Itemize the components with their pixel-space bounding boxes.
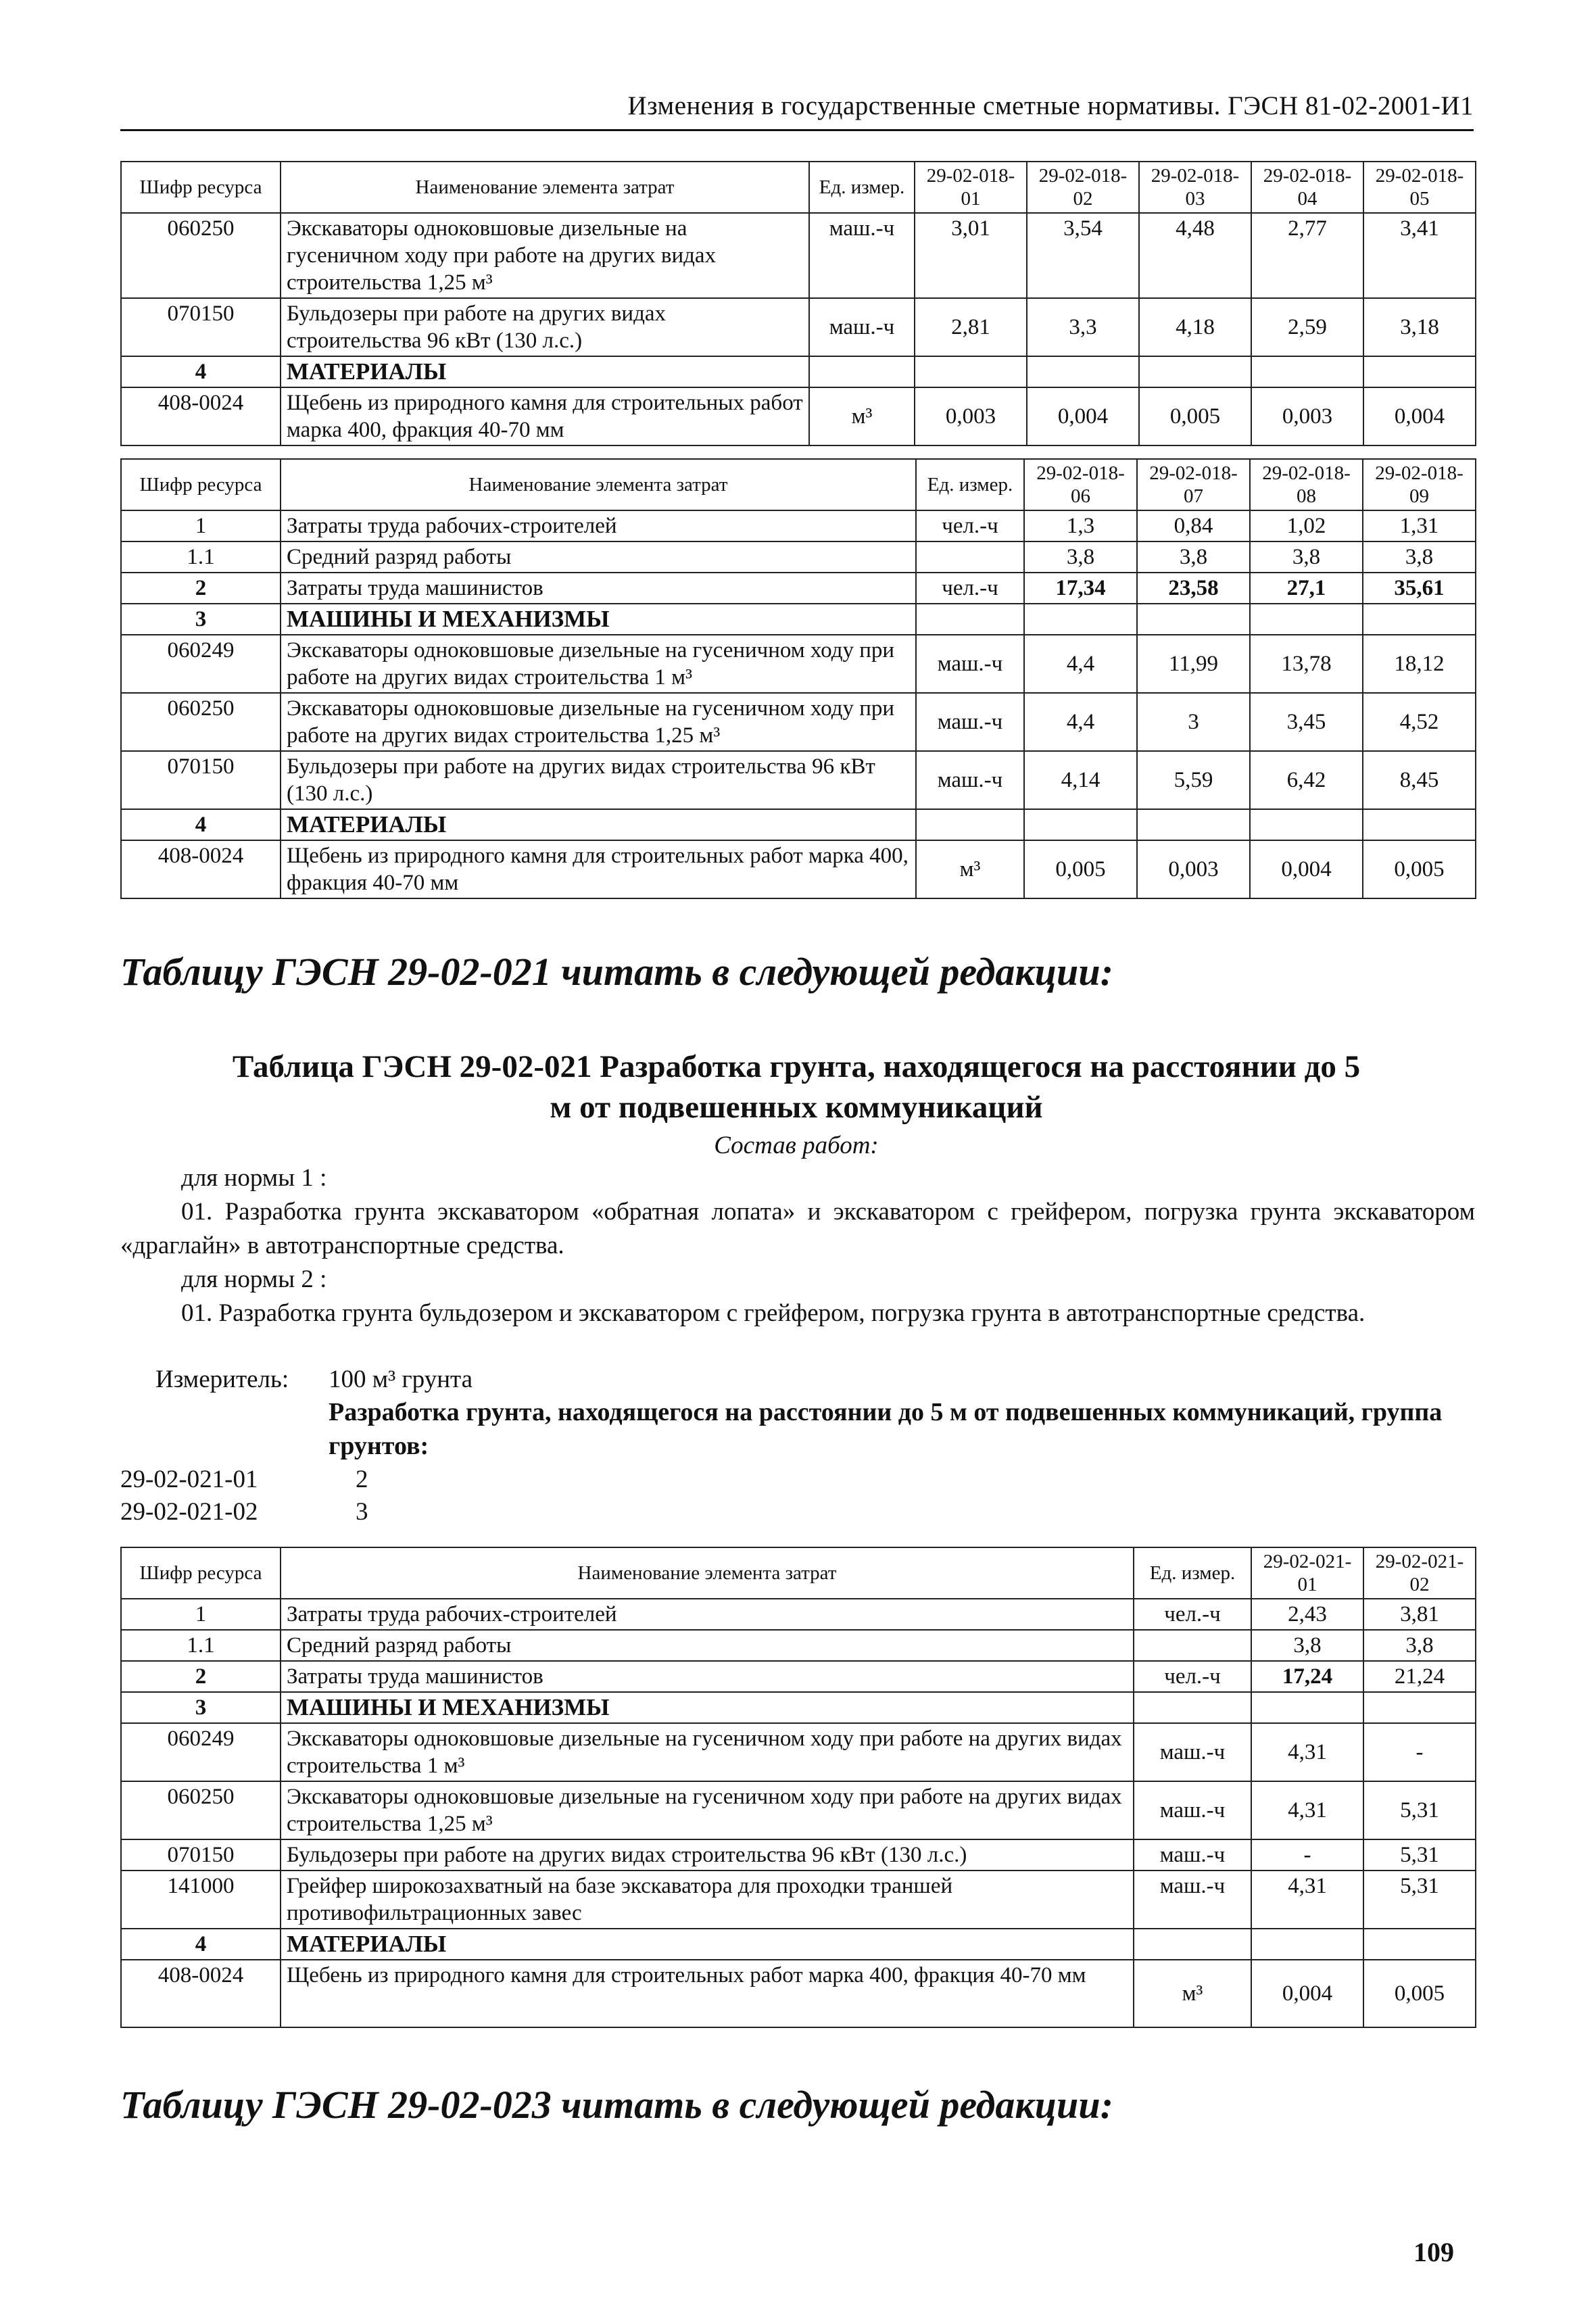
table-cell: МАШИНЫ И МЕХАНИЗМЫ	[281, 1692, 1134, 1723]
table-cell	[1250, 604, 1363, 635]
col-unit-header: Ед. измер.	[809, 162, 915, 213]
table-cell: 408-0024	[121, 387, 281, 445]
table-cell: Грейфер широкозахватный на базе экскаватора для проходки траншей противофильтрационных завес	[281, 1871, 1134, 1929]
table-cell: 1,31	[1363, 510, 1476, 541]
table-cell	[1024, 809, 1137, 840]
norm-header: 29-02-018-08	[1250, 459, 1363, 510]
table-cell: 3,18	[1363, 298, 1476, 356]
norm2-label: для нормы 2 :	[181, 1265, 327, 1293]
table-cell: 5,31	[1363, 1781, 1476, 1839]
table-cell: 0,003	[1137, 840, 1250, 898]
group-row-code: 29-02-021-01	[120, 1466, 258, 1493]
page-number: 109	[1413, 2237, 1454, 2267]
table-cell: Средний разряд работы	[281, 541, 916, 573]
table-cell: 4,31	[1251, 1723, 1363, 1781]
table-cell: 0,005	[1363, 1960, 1476, 2027]
norm-header: 29-02-018-06	[1024, 459, 1137, 510]
resource-table-021	[120, 1547, 1476, 2028]
table-cell: маш.-ч	[1134, 1781, 1251, 1839]
table-cell: Средний разряд работы	[281, 1630, 1134, 1661]
table-cell: 21,24	[1363, 1661, 1476, 1692]
table-cell: МАТЕРИАЛЫ	[281, 356, 809, 387]
table-cell: 4,48	[1139, 213, 1251, 298]
table-cell: 1,02	[1250, 510, 1363, 541]
table-cell: 408-0024	[121, 1960, 281, 2027]
table-row	[121, 1781, 1476, 1839]
table-cell: 4	[121, 809, 281, 840]
table-cell	[916, 809, 1024, 840]
table-cell: 1,3	[1024, 510, 1137, 541]
table-cell: 3,8	[1363, 541, 1476, 573]
table-cell: 2,59	[1251, 298, 1363, 356]
table-cell	[1250, 809, 1363, 840]
table-cell: 1	[121, 1599, 281, 1630]
col-code-header: Шифр ресурса	[121, 459, 281, 510]
table-cell: 27,1	[1250, 573, 1363, 604]
read-021-heading: Таблицу ГЭСН 29-02-021 читать в следующей редакции:	[120, 950, 1113, 994]
col-unit-header: Ед. измер.	[1134, 1547, 1251, 1599]
table-cell: 17,24	[1251, 1661, 1363, 1692]
table-cell	[809, 356, 915, 387]
resource-table-018-06-09	[120, 458, 1476, 899]
table-cell: 060249	[121, 1723, 281, 1781]
norm-header: 29-02-018-07	[1137, 459, 1250, 510]
table-cell: 3	[121, 1692, 281, 1723]
table-cell: 3,8	[1137, 541, 1250, 573]
table-cell: маш.-ч	[916, 693, 1024, 751]
table-cell: чел.-ч	[1134, 1599, 1251, 1630]
table-row	[121, 604, 1476, 635]
table-row	[121, 1871, 1476, 1929]
table-cell: чел.-ч	[916, 510, 1024, 541]
table-cell: 1	[121, 510, 281, 541]
col-code-header: Шифр ресурса	[121, 1547, 281, 1599]
table-cell: 141000	[121, 1871, 281, 1929]
table-cell: 4	[121, 356, 281, 387]
table-row	[121, 1960, 1476, 2027]
table-row	[121, 1839, 1476, 1871]
table-cell: 0,003	[915, 387, 1027, 445]
table-row	[121, 693, 1476, 751]
table-cell: МАШИНЫ И МЕХАНИЗМЫ	[281, 604, 916, 635]
table-cell: маш.-ч	[1134, 1723, 1251, 1781]
norm-header: 29-02-018-01	[915, 162, 1027, 213]
norm-header: 29-02-018-04	[1251, 162, 1363, 213]
table-cell: 17,34	[1024, 573, 1137, 604]
table-row	[121, 541, 1476, 573]
table-cell: 5,31	[1363, 1839, 1476, 1871]
table-cell: Экскаваторы одноковшовые дизельные на гусеничном ходу при работе на других видах строительства 1,25 м³	[281, 213, 809, 298]
table-cell: 3,01	[915, 213, 1027, 298]
table-cell: 18,12	[1363, 635, 1476, 693]
table-cell	[1134, 1929, 1251, 1960]
table-cell: Бульдозеры при работе на других видах строительства 96 кВт (130 л.с.)	[281, 751, 916, 809]
meter-label: Измеритель:	[155, 1366, 289, 1393]
meter-value: 100 м³ грунта	[329, 1366, 473, 1393]
table-cell: маш.-ч	[1134, 1839, 1251, 1871]
table-cell: 4,14	[1024, 751, 1137, 809]
resource-table-018-01-05	[120, 161, 1476, 446]
table-cell: 5,59	[1137, 751, 1250, 809]
table-cell: 060249	[121, 635, 281, 693]
table-cell: 4,4	[1024, 635, 1137, 693]
table-cell: 2,43	[1251, 1599, 1363, 1630]
table-row	[121, 1929, 1476, 1960]
table-cell	[915, 356, 1027, 387]
table-row	[121, 1723, 1476, 1781]
col-unit-header: Ед. измер.	[916, 459, 1024, 510]
table-cell	[1363, 809, 1476, 840]
table-cell: МАТЕРИАЛЫ	[281, 1929, 1134, 1960]
norm-header: 29-02-021-01	[1251, 1547, 1363, 1599]
table-cell: чел.-ч	[1134, 1661, 1251, 1692]
table-cell: 3,3	[1027, 298, 1139, 356]
norm1-label: для нормы 1 :	[181, 1164, 327, 1192]
table-cell: 4,4	[1024, 693, 1137, 751]
table-row	[121, 751, 1476, 809]
table-cell: 3,8	[1363, 1630, 1476, 1661]
table-cell: -	[1251, 1839, 1363, 1871]
table-cell: 2	[121, 1661, 281, 1692]
table-cell: 070150	[121, 751, 281, 809]
table-cell: МАТЕРИАЛЫ	[281, 809, 916, 840]
table-cell: 070150	[121, 298, 281, 356]
table-row	[121, 1692, 1476, 1723]
table-cell: 2	[121, 573, 281, 604]
table-row	[121, 635, 1476, 693]
table-cell: маш.-ч	[1134, 1871, 1251, 1929]
norm1-text: 01. Разработка грунта экскаватором «обратная лопата» и экскаватором с грейфером, погрузка грунта экскаватором «драглайн» в автотранспортные средства.	[120, 1198, 1475, 1259]
table-cell	[1363, 1692, 1476, 1723]
table-cell: 4	[121, 1929, 281, 1960]
table-cell: 3	[1137, 693, 1250, 751]
table-cell: 0,005	[1024, 840, 1137, 898]
col-name-header: Наименование элемента затрат	[281, 1547, 1134, 1599]
table-cell: -	[1363, 1723, 1476, 1781]
table-cell: Экскаваторы одноковшовые дизельные на гусеничном ходу при работе на других видах строительства 1 м³	[281, 635, 916, 693]
table-cell: 3,54	[1027, 213, 1139, 298]
table-cell: 1.1	[121, 1630, 281, 1661]
norm-header: 29-02-018-09	[1363, 459, 1476, 510]
group-row-value: 2	[356, 1466, 368, 1493]
table-cell: 4,52	[1363, 693, 1476, 751]
page-header: Изменения в государственные сметные нормативы. ГЭСН 81-02-2001-И1	[120, 91, 1474, 131]
table-cell: 0,004	[1027, 387, 1139, 445]
table-cell: 0,004	[1251, 1960, 1363, 2027]
table-cell: 35,61	[1363, 573, 1476, 604]
table-cell: Бульдозеры при работе на других видах строительства 96 кВт (130 л.с.)	[281, 1839, 1134, 1871]
table-cell: м³	[916, 840, 1024, 898]
table-cell: 0,84	[1137, 510, 1250, 541]
table-cell: 3,41	[1363, 213, 1476, 298]
table-row	[121, 356, 1476, 387]
norm2-text: 01. Разработка грунта бульдозером и экскаватором с грейфером, погрузка грунта в автотранспортные средства.	[181, 1299, 1365, 1327]
table-cell	[1139, 356, 1251, 387]
table-cell: 3,81	[1363, 1599, 1476, 1630]
table-cell	[1024, 604, 1137, 635]
table-cell	[1363, 356, 1476, 387]
table-row	[121, 573, 1476, 604]
table-cell	[1027, 356, 1139, 387]
group-heading: Разработка грунта, находящегося на расстоянии до 5 м от подвешенных коммуникаций, группа грунтов:	[329, 1398, 1443, 1460]
col-name-header: Наименование элемента затрат	[281, 162, 809, 213]
norm-header: 29-02-021-02	[1363, 1547, 1476, 1599]
table-cell: Щебень из природного камня для строительных работ марка 400, фракция 40-70 мм	[281, 1960, 1134, 2027]
table-cell	[1134, 1692, 1251, 1723]
table-cell	[1251, 1929, 1363, 1960]
table-cell: Экскаваторы одноковшовые дизельные на гусеничном ходу при работе на других видах строительства 1,25 м³	[281, 1781, 1134, 1839]
table-cell	[1251, 356, 1363, 387]
table-cell: 0,005	[1363, 840, 1476, 898]
table-cell: 3,8	[1251, 1630, 1363, 1661]
table-row	[121, 1630, 1476, 1661]
table-cell: 4,18	[1139, 298, 1251, 356]
table-cell: 070150	[121, 1839, 281, 1871]
table-cell: 0,003	[1251, 387, 1363, 445]
table-cell: Затраты труда машинистов	[281, 573, 916, 604]
table-cell: Щебень из природного камня для строительных работ марка 400, фракция 40-70 мм	[281, 387, 809, 445]
table-cell: 11,99	[1137, 635, 1250, 693]
table-cell	[916, 541, 1024, 573]
col-code-header: Шифр ресурса	[121, 162, 281, 213]
table-cell: 0,005	[1139, 387, 1251, 445]
table-cell	[916, 604, 1024, 635]
table-cell	[1134, 1630, 1251, 1661]
norm-header: 29-02-018-03	[1139, 162, 1251, 213]
table-cell: 060250	[121, 1781, 281, 1839]
table-cell: 0,004	[1363, 387, 1476, 445]
table-cell: 4,31	[1251, 1781, 1363, 1839]
table-cell: 2,77	[1251, 213, 1363, 298]
table-cell: 3,8	[1024, 541, 1137, 573]
work-composition-heading: Состав работ:	[714, 1132, 879, 1159]
norm-header: 29-02-018-05	[1363, 162, 1476, 213]
table-row	[121, 840, 1476, 898]
table-cell: чел.-ч	[916, 573, 1024, 604]
table-row	[121, 387, 1476, 445]
table-cell: маш.-ч	[916, 635, 1024, 693]
table-cell: 1.1	[121, 541, 281, 573]
table-row	[121, 809, 1476, 840]
table-cell: маш.-ч	[916, 751, 1024, 809]
table-cell: 5,31	[1363, 1871, 1476, 1929]
table-cell: м³	[1134, 1960, 1251, 2027]
table-cell: 6,42	[1250, 751, 1363, 809]
table-cell: 13,78	[1250, 635, 1363, 693]
table-row	[121, 1599, 1476, 1630]
table-row	[121, 510, 1476, 541]
table-row	[121, 1661, 1476, 1692]
group-row-code: 29-02-021-02	[120, 1498, 258, 1526]
table-cell: 060250	[121, 693, 281, 751]
group-row-value: 3	[356, 1498, 368, 1526]
table-cell: 3	[121, 604, 281, 635]
read-023-heading: Таблицу ГЭСН 29-02-023 читать в следующей редакции:	[120, 2083, 1113, 2127]
table-cell: Экскаваторы одноковшовые дизельные на гусеничном ходу при работе на других видах строительства 1 м³	[281, 1723, 1134, 1781]
table-cell: Щебень из природного камня для строительных работ марка 400, фракция 40-70 мм	[281, 840, 916, 898]
table-cell: маш.-ч	[809, 298, 915, 356]
table-021-title: Таблица ГЭСН 29-02-021 Разработка грунта, находящегося на расстоянии до 5 м от подвешенных коммуникаций	[232, 1049, 1361, 1125]
table-cell: 060250	[121, 213, 281, 298]
table-cell: Затраты труда рабочих-строителей	[281, 1599, 1134, 1630]
table-cell: м³	[809, 387, 915, 445]
table-cell: маш.-ч	[809, 213, 915, 298]
table-cell: 408-0024	[121, 840, 281, 898]
table-row	[121, 213, 1476, 298]
table-row	[121, 298, 1476, 356]
norm-header: 29-02-018-02	[1027, 162, 1139, 213]
table-cell	[1363, 1929, 1476, 1960]
table-cell: 3,8	[1250, 541, 1363, 573]
table-cell: Бульдозеры при работе на других видах строительства 96 кВт (130 л.с.)	[281, 298, 809, 356]
table-cell: Экскаваторы одноковшовые дизельные на гусеничном ходу при работе на других видах строительства 1,25 м³	[281, 693, 916, 751]
table-cell: 2,81	[915, 298, 1027, 356]
table-cell	[1137, 809, 1250, 840]
table-cell	[1137, 604, 1250, 635]
table-cell: Затраты труда машинистов	[281, 1661, 1134, 1692]
table-cell	[1363, 604, 1476, 635]
table-cell: Затраты труда рабочих-строителей	[281, 510, 916, 541]
table-cell: 4,31	[1251, 1871, 1363, 1929]
table-cell: 0,004	[1250, 840, 1363, 898]
col-name-header: Наименование элемента затрат	[281, 459, 916, 510]
table-cell: 3,45	[1250, 693, 1363, 751]
table-cell: 23,58	[1137, 573, 1250, 604]
table-cell	[1251, 1692, 1363, 1723]
table-cell: 8,45	[1363, 751, 1476, 809]
